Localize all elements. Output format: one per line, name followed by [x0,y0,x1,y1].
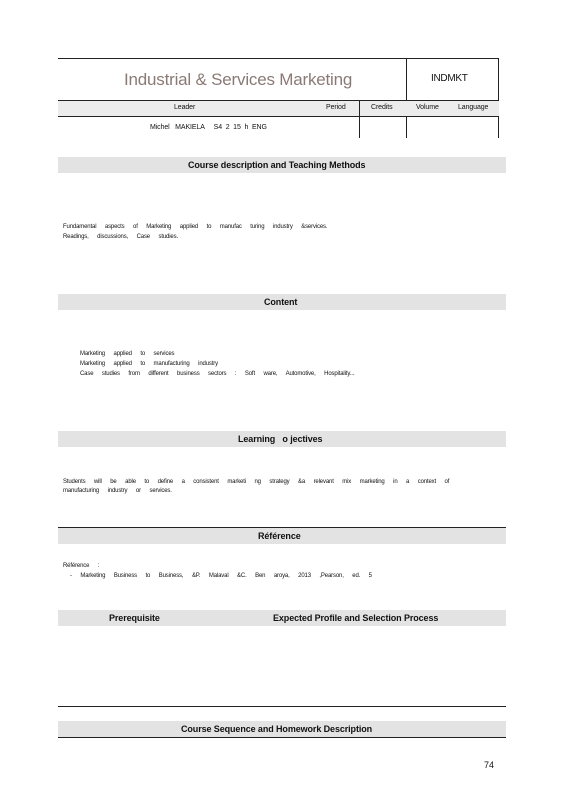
section-prerequisite-band [58,610,506,626]
section-reference-band [58,528,506,544]
col-period: Period [326,104,346,111]
section-sequence-title: Course Sequence and Homework Description [181,724,373,734]
description-line-2: Readings, discussions, Case studies. [63,234,178,240]
section-content-band [58,294,506,310]
page-number: 74 [484,760,495,770]
credits-divider [359,101,360,138]
reference-line-1: Référence : [63,563,100,569]
course-title: Industrial & Services Marketing [124,70,353,89]
header-right-border [498,58,499,138]
objectives-line-1: Students will be able to define a consistent marketi ng strategy &a relevant mix marketing in a context of [63,479,450,485]
section-content-title: Content [264,297,298,307]
col-leader: Leader [174,104,196,111]
section-objectives-band [58,431,506,447]
description-line-1: Fundamental aspects of Marketing applied to manufac turing industry &services. [63,224,328,230]
section-prerequisite-title: Prerequisite [109,613,160,623]
section-description-band [58,157,506,173]
content-line-1: Marketing applied to services [80,351,175,357]
section-profile-title: Expected Profile and Selection Process [273,613,439,623]
content-line-3: Case studies from different business sectors : Soft ware, Automotive, Hospitality... [80,371,355,377]
leader-row: Michel MAKIELA S4 2 15 h ENG [150,124,267,131]
column-header-bottom [58,116,499,117]
section-description-title: Course description and Teaching Methods [188,160,366,170]
col-language: Language [458,104,489,111]
header-divider [406,58,407,138]
section-sequence-band [58,721,506,737]
content-line-2: Marketing applied to manufacturing industry [80,361,218,367]
sequence-top-border [58,706,506,707]
course-code: INDMKT [431,73,468,84]
sequence-bottom-border [58,737,506,738]
col-volume: Volume [416,104,439,111]
reference-line-2: - Marketing Business to Business, &P. Malaval &C. Ben aroya, 2013 ,Pearson, ed. 5 [70,573,372,579]
col-credits: Credits [371,104,393,111]
objectives-line-2: manufacturing industry or services. [63,488,172,494]
section-objectives-title: Learning o jectives [238,434,323,444]
header-top-border [58,58,499,59]
section-reference-title: Référence [258,531,301,541]
